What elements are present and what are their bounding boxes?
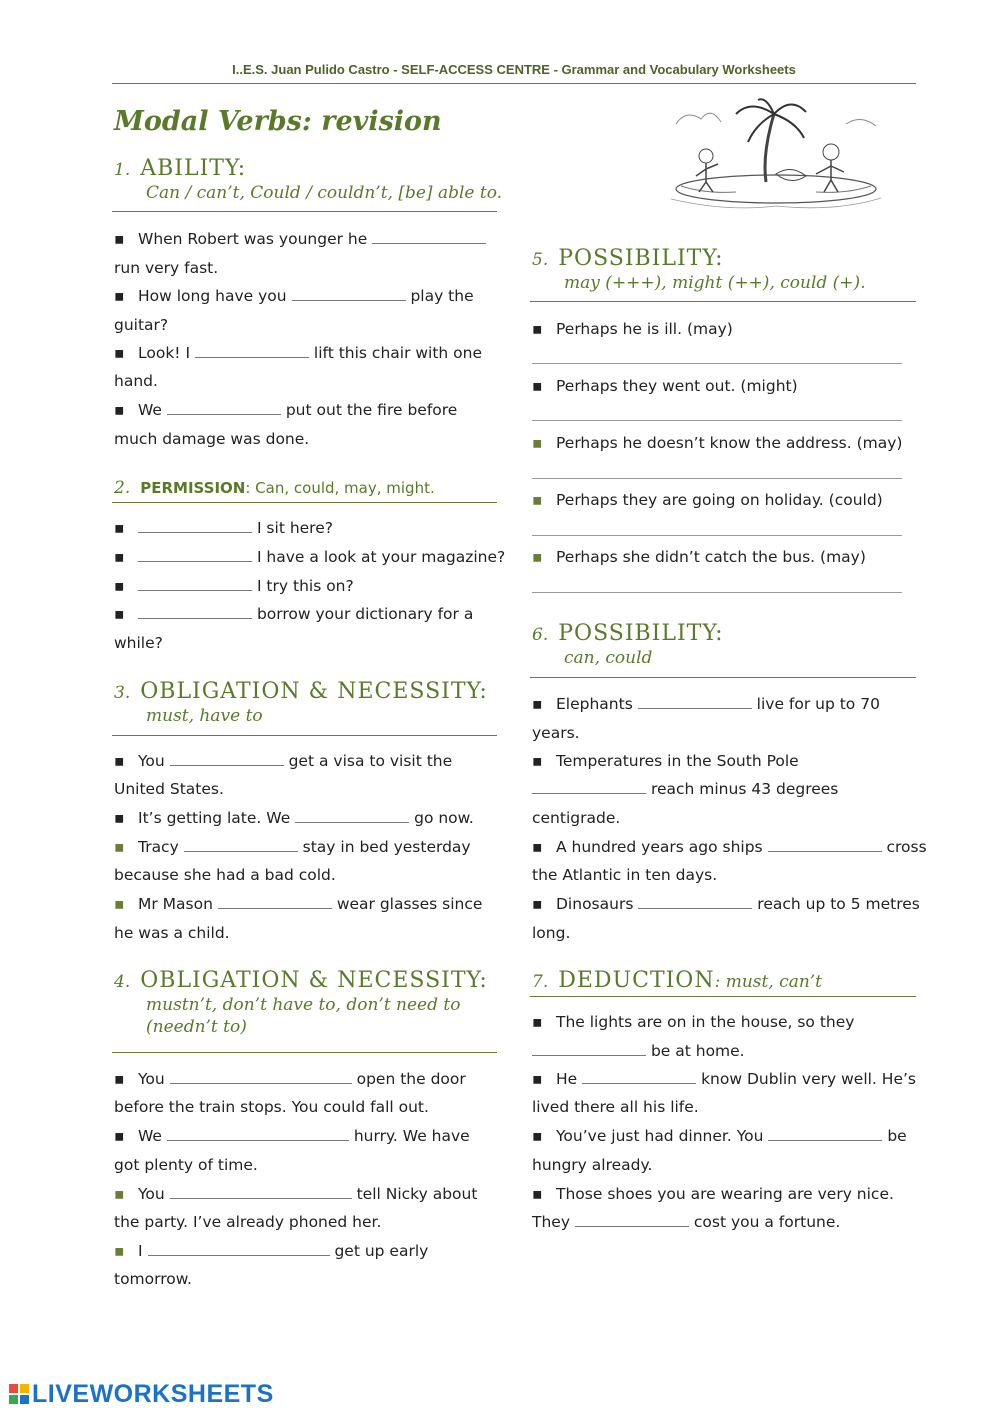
answer-blank[interactable] [170, 1186, 352, 1199]
list-item: ▪ You open the door [114, 1070, 466, 1088]
list-item-cont: reach minus 43 degrees [532, 780, 838, 798]
list-item-cont: centigrade. [532, 809, 621, 827]
list-item: ▪ When Robert was younger he [114, 230, 486, 248]
list-item-cont: years. [532, 724, 580, 742]
list-item-cont: run very fast. [114, 259, 219, 277]
list-item: ▪ Tracy stay in bed yesterday [114, 838, 471, 856]
answer-blank[interactable] [292, 288, 406, 301]
section-5-heading: 5. POSSIBILITY: may (+++), might (++), could (+). [532, 246, 866, 293]
answer-blank[interactable] [768, 839, 882, 852]
list-item-cont: he was a child. [114, 924, 230, 942]
answer-blank[interactable] [138, 549, 252, 562]
list-item: ▪ How long have you play the [114, 287, 474, 305]
answer-blank[interactable] [575, 1214, 689, 1227]
list-item: ▪ I try this on? [114, 577, 354, 595]
answer-blank[interactable] [138, 520, 252, 533]
list-item: ▪ I sit here? [114, 519, 333, 537]
list-item-cont: long. [532, 924, 571, 942]
list-item-cont: got plenty of time. [114, 1156, 258, 1174]
list-item: ▪ Temperatures in the South Pole [532, 752, 799, 770]
answer-blank[interactable] [170, 1071, 352, 1084]
answer-blank[interactable] [138, 606, 252, 619]
answer-line[interactable] [532, 478, 902, 479]
list-item: ▪ It’s getting late. We go now. [114, 809, 474, 827]
answer-blank[interactable] [167, 1128, 349, 1141]
island-illustration [666, 94, 888, 214]
answer-blank[interactable] [167, 402, 281, 415]
list-item-cont: hungry already. [532, 1156, 653, 1174]
answer-blank[interactable] [768, 1128, 882, 1141]
list-item: ▪ Perhaps they went out. (might) [532, 377, 798, 395]
list-item-cont: the party. I’ve already phoned her. [114, 1213, 382, 1231]
list-item-cont: while? [114, 634, 163, 652]
logo-icon [8, 1383, 30, 1405]
list-item-cont: hand. [114, 372, 158, 390]
header-rule [112, 83, 916, 84]
list-item-cont: be at home. [532, 1042, 745, 1060]
answer-blank[interactable] [638, 896, 752, 909]
list-item-cont: much damage was done. [114, 430, 310, 448]
answer-blank[interactable] [372, 231, 486, 244]
list-item: ▪ We hurry. We have [114, 1127, 470, 1145]
answer-line[interactable] [532, 363, 902, 364]
list-item-cont: United States. [114, 780, 224, 798]
liveworksheets-logo[interactable] [8, 1380, 274, 1409]
answer-blank[interactable] [638, 696, 752, 709]
list-item-cont: lived there all his life. [532, 1098, 699, 1116]
section-2-rule [112, 502, 497, 503]
list-item-cont: because she had a bad cold. [114, 866, 336, 884]
list-item: ▪ Perhaps she didn’t catch the bus. (may) [532, 548, 866, 566]
list-item: ▪ You get a visa to visit the [114, 752, 453, 770]
section-2-heading: 2. PERMISSION: Can, could, may, might. [114, 478, 435, 498]
list-item: ▪ You tell Nicky about [114, 1185, 478, 1203]
list-item-cont: the Atlantic in ten days. [532, 866, 718, 884]
list-item: ▪ I get up early [114, 1242, 429, 1260]
list-item: ▪ Elephants live for up to 70 [532, 695, 880, 713]
list-item: ▪ Dinosaurs reach up to 5 metres [532, 895, 920, 913]
list-item-cont: They cost you a fortune. [532, 1213, 841, 1231]
answer-blank[interactable] [138, 578, 252, 591]
list-item: ▪ Mr Mason wear glasses since [114, 895, 483, 913]
answer-blank[interactable] [582, 1071, 696, 1084]
list-item-cont: guitar? [114, 316, 169, 334]
answer-blank[interactable] [148, 1243, 330, 1256]
list-item: ▪ Perhaps he doesn’t know the address. (may) [532, 434, 903, 452]
page-title: Modal Verbs: revision [114, 106, 442, 137]
answer-blank[interactable] [170, 753, 284, 766]
answer-line[interactable] [532, 592, 902, 593]
list-item: ▪ A hundred years ago ships cross [532, 838, 927, 856]
section-6-rule [530, 677, 916, 678]
answer-blank[interactable] [532, 781, 646, 794]
list-item: ▪ You’ve just had dinner. You be [532, 1127, 907, 1145]
section-3-heading: 3. OBLIGATION & NECESSITY: must, have to [114, 679, 488, 726]
answer-blank[interactable] [532, 1043, 646, 1056]
list-item: ▪ The lights are on in the house, so they [532, 1013, 855, 1031]
list-item: ▪ He know Dublin very well. He’s [532, 1070, 916, 1088]
list-item: ▪ We put out the fire before [114, 401, 458, 419]
section-4-rule [112, 1052, 497, 1053]
section-5-rule [530, 301, 916, 302]
answer-blank[interactable] [218, 896, 332, 909]
list-item: ▪ Look! I lift this chair with one [114, 344, 483, 362]
answer-blank[interactable] [295, 810, 409, 823]
page-header: I..E.S. Juan Pulido Castro - SELF-ACCESS CENTRE - Grammar and Vocabulary Worksheets [232, 62, 796, 77]
answer-line[interactable] [532, 535, 902, 536]
section-1-heading: 1. ABILITY: Can / can’t, Could / couldn’t, [be] able to. [114, 156, 503, 203]
list-item: ▪ Those shoes you are wearing are very nice. [532, 1185, 894, 1203]
section-3-rule [112, 735, 497, 736]
answer-blank[interactable] [195, 345, 309, 358]
section-7-heading: 7. DEDUCTION: must, can’t [532, 968, 823, 993]
list-item: ▪ I have a look at your magazine? [114, 548, 506, 566]
section-1-rule [112, 211, 497, 212]
list-item: ▪ borrow your dictionary for a [114, 605, 474, 623]
list-item: ▪ Perhaps he is ill. (may) [532, 320, 733, 338]
list-item-cont: tomorrow. [114, 1270, 192, 1288]
list-item: ▪ Perhaps they are going on holiday. (could) [532, 491, 883, 509]
section-6-heading: 6. POSSIBILITY: can, could [532, 621, 724, 668]
answer-blank[interactable] [184, 839, 298, 852]
section-4-heading: 4. OBLIGATION & NECESSITY: mustn’t, don’t have to, don’t need to (needn’t to) [114, 968, 488, 1037]
answer-line[interactable] [532, 420, 902, 421]
section-7-rule [530, 996, 916, 997]
logo-text: LIVEWORKSHEETS [32, 1380, 274, 1408]
list-item-cont: before the train stops. You could fall out. [114, 1098, 429, 1116]
